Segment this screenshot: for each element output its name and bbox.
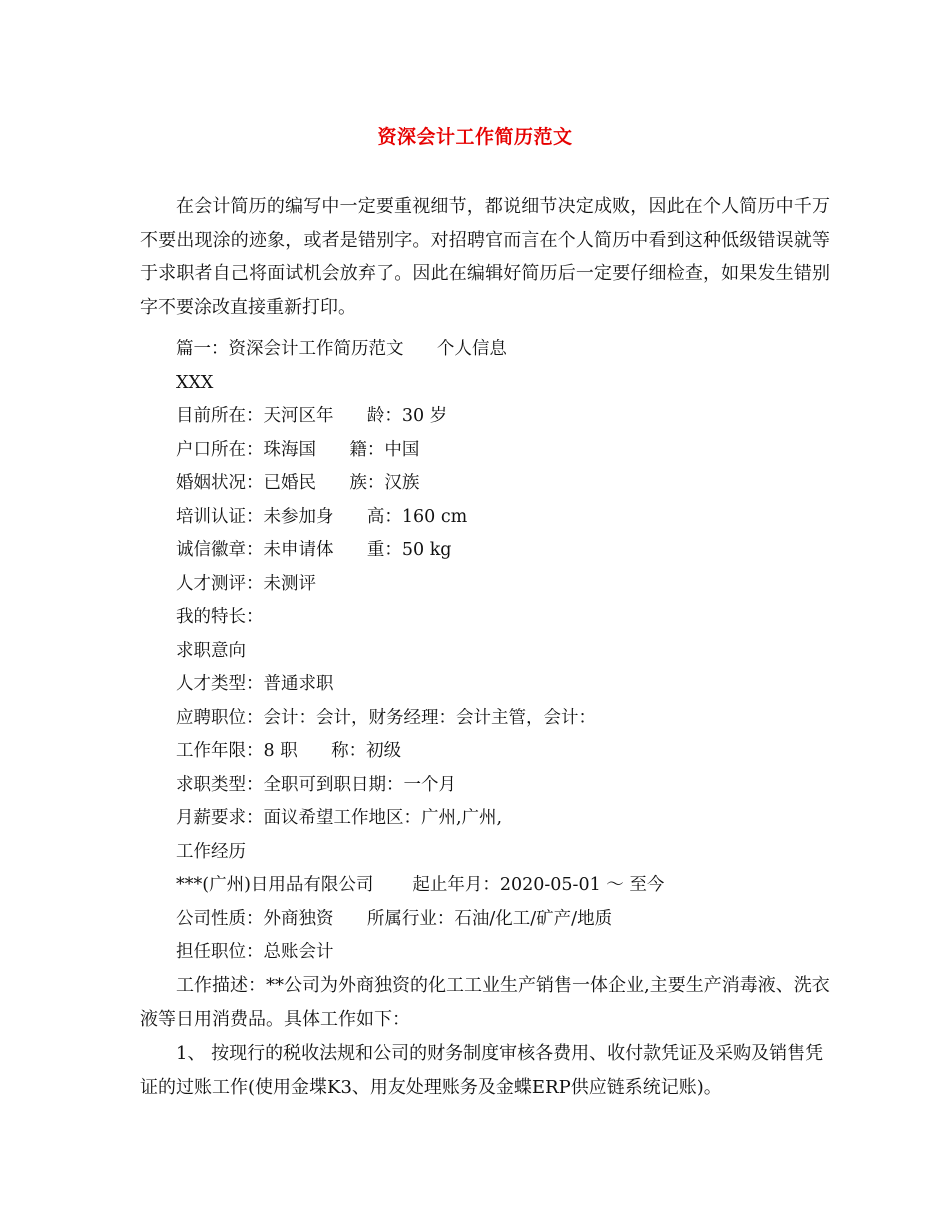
- work-description-paragraph: 工作描述：**公司为外商独资的化工工业生产销售一体企业,主要生产消毒液、洗衣液等日用消费品。具体工作如下：: [140, 975, 830, 1030]
- info-line-assessment: 人才测评：未测评: [176, 574, 316, 594]
- document-title: 资深会计工作简历范文: [377, 126, 573, 148]
- info-line-experience-title: 工作年限：8 职 称：初级: [176, 741, 402, 761]
- info-line-training-height: 培训认证：未参加身 高：160 cm: [176, 507, 468, 527]
- section-header-personal-info: 篇一：资深会计工作简历范文 个人信息: [176, 339, 507, 359]
- info-line-specialty: 我的特长：: [176, 607, 264, 627]
- info-line-location-age: 目前所在：天河区年 龄：30 岁: [176, 406, 448, 426]
- info-line-position: 应聘职位：会计：会计，财务经理：会计主管，会计：: [176, 708, 596, 728]
- info-line-role: 担任职位：总账会计: [176, 942, 334, 962]
- info-line-company-period: ***(广州)日用品有限公司 起止年月：2020-05-01 ～ 至今: [176, 875, 665, 895]
- name-line: XXX: [176, 373, 214, 393]
- info-line-talent-type: 人才类型：普通求职: [176, 674, 334, 694]
- info-line-badge-weight: 诚信徽章：未申请体 重：50 kg: [176, 540, 452, 560]
- section-header-work-history: 工作经历: [176, 842, 246, 862]
- info-line-marital-ethnicity: 婚姻状况：已婚民 族：汉族: [176, 473, 420, 493]
- intro-paragraph: 在会计简历的编写中一定要重视细节，都说细节决定成败，因此在个人简历中千万不要出现涂的迹象，或者是错别字。对招聘官而言在个人简历中看到这种低级错误就等于求职者自己将面试机会放弃了。因此在编辑好简历后一定要仔细检查，如果发生错别字不要涂改直接重新打印。: [140, 196, 830, 318]
- info-line-hukou-nationality: 户口所在：珠海国 籍：中国: [176, 440, 420, 460]
- work-item-1-paragraph: 1、 按现行的税收法规和公司的财务制度审核各费用、收付款凭证及采购及销售凭证的过账工作(使用金堞K3、用友处理账务及金蝶ERP供应链系统记账)。: [140, 1043, 824, 1098]
- info-line-job-type: 求职类型：全职可到职日期：一个月: [176, 775, 456, 795]
- info-line-company-nature: 公司性质：外商独资 所属行业：石油/化工/矿产/地质: [176, 909, 613, 929]
- section-header-job-intent: 求职意向: [176, 641, 246, 661]
- info-line-salary-region: 月薪要求：面议希望工作地区：广州,广州,: [176, 808, 503, 828]
